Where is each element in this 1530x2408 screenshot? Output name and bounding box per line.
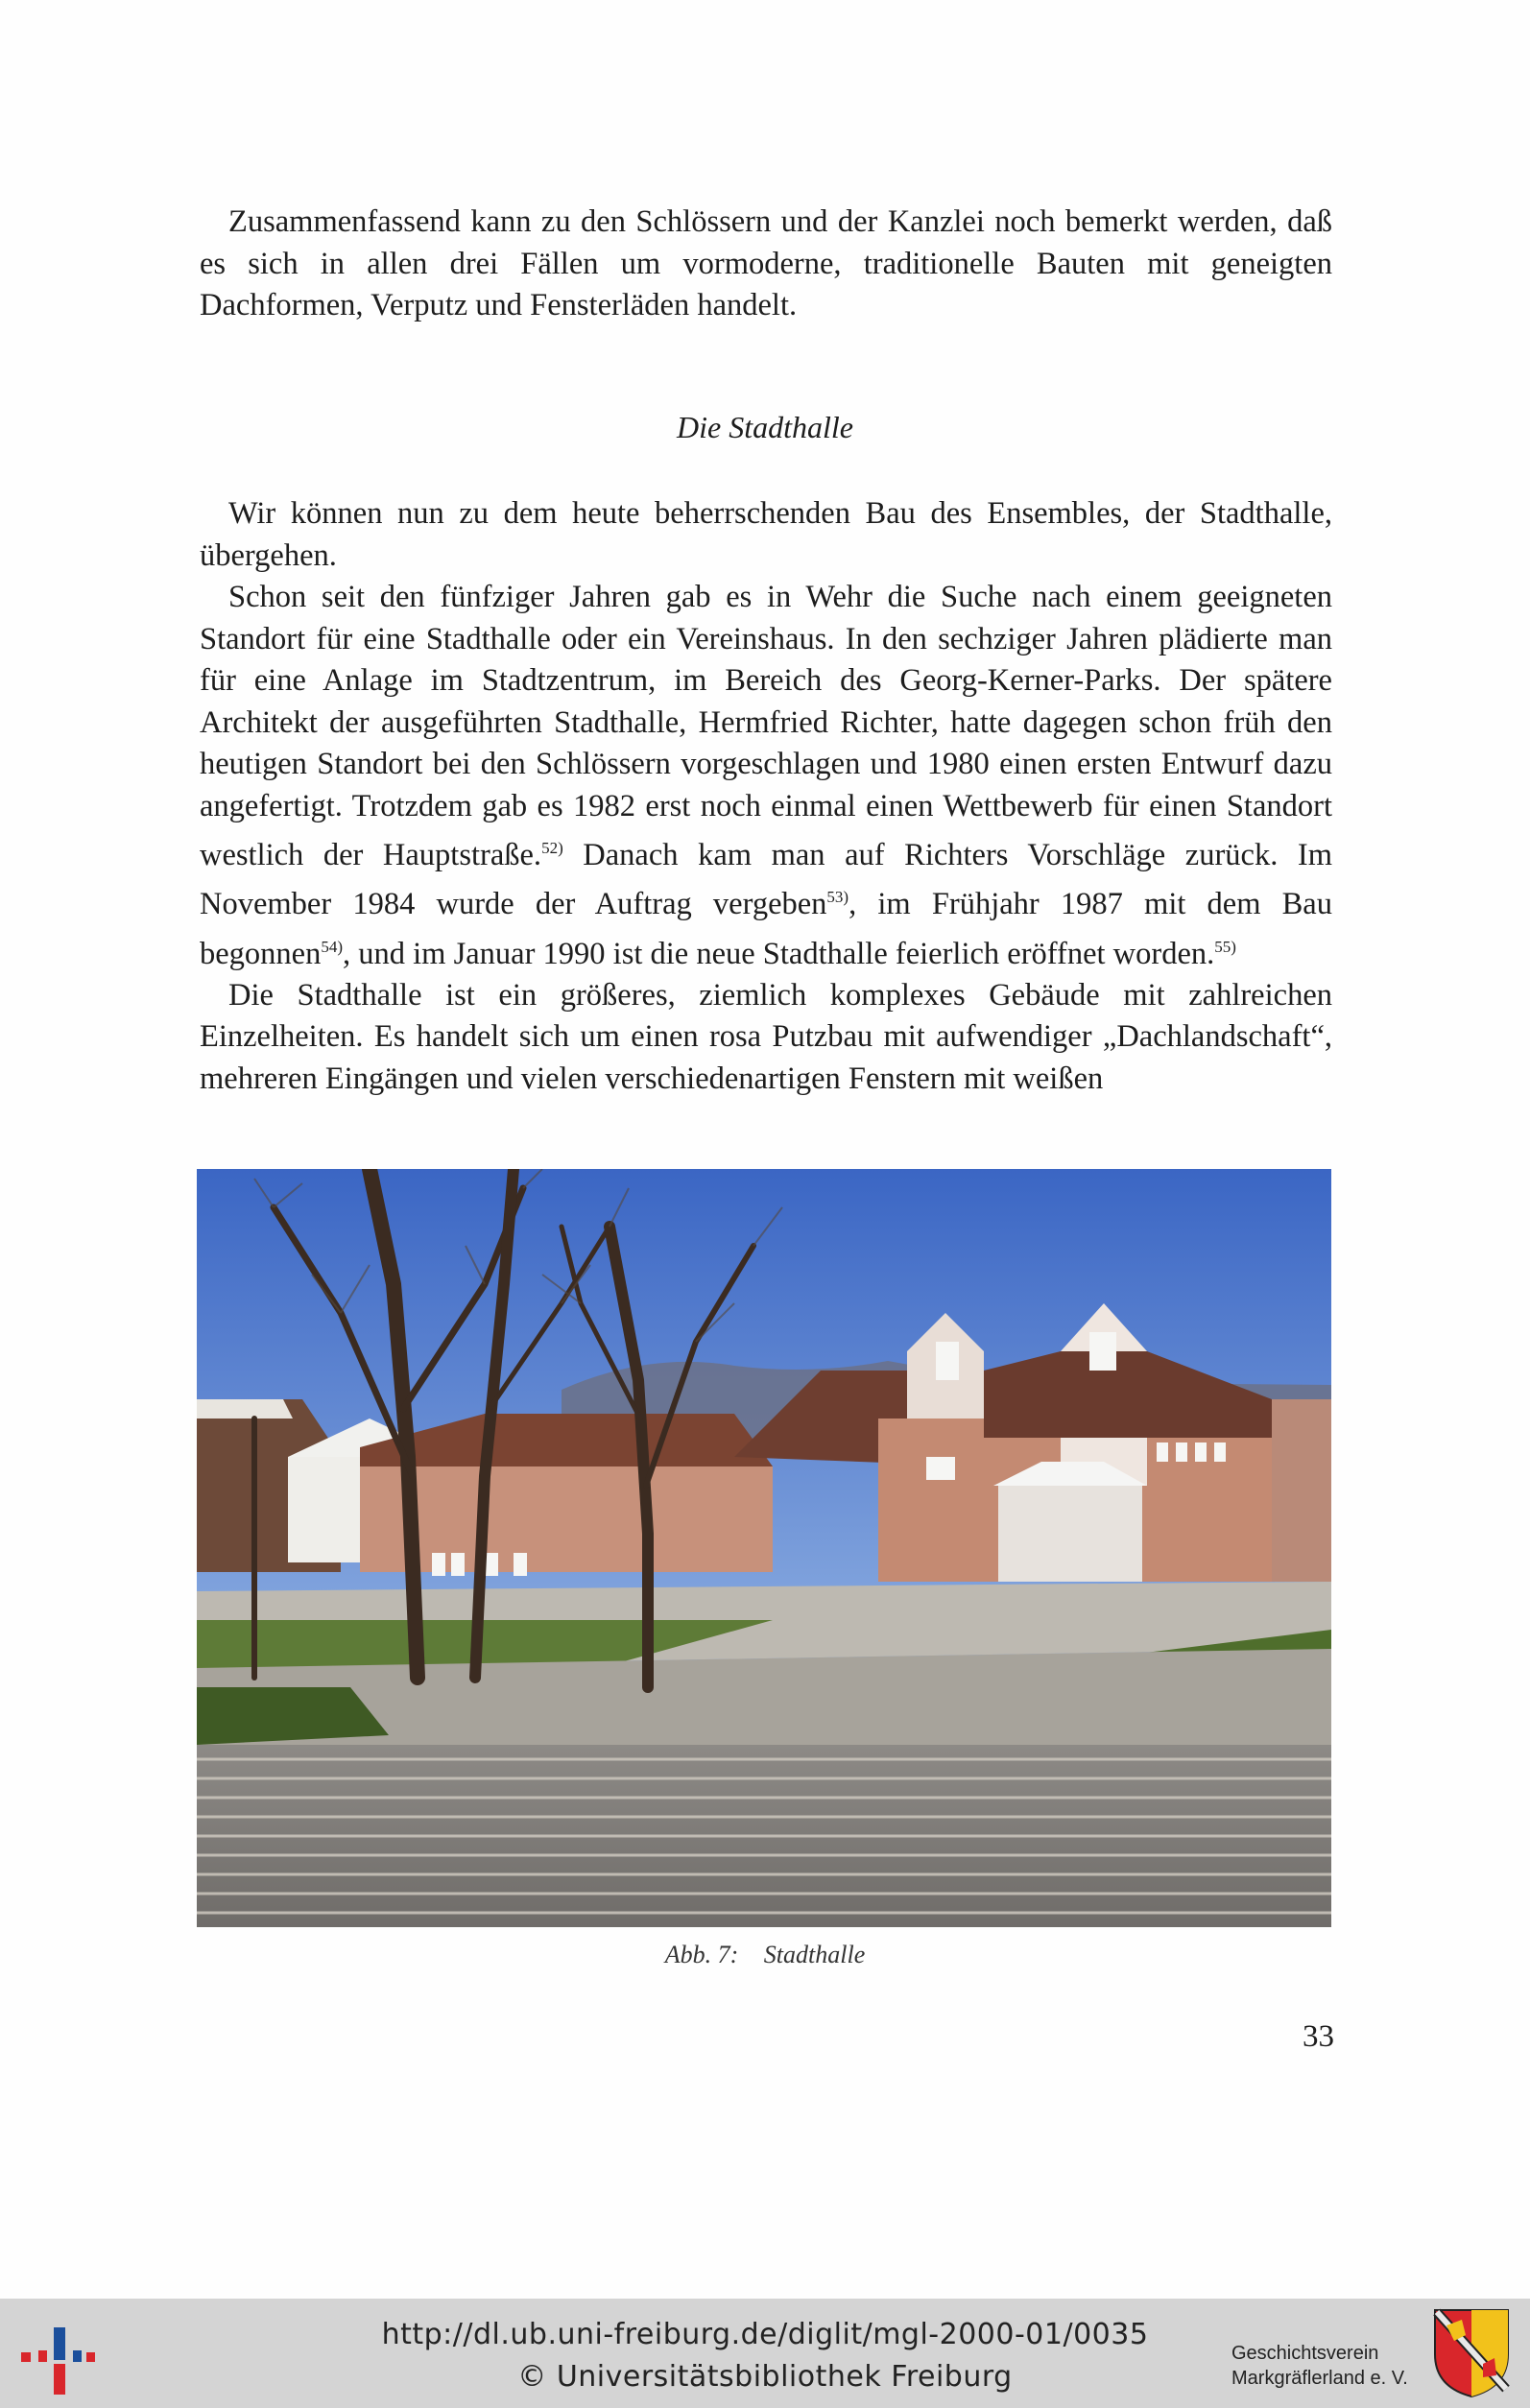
coat-of-arms-icon xyxy=(1433,2306,1510,2398)
association-name xyxy=(1231,2341,1408,2391)
association-line-1: Geschichtsverein xyxy=(1231,2343,1379,2364)
footnote-ref: 54) xyxy=(321,937,344,956)
page-number: 33 xyxy=(1303,2019,1334,2054)
figure-caption xyxy=(0,1941,1530,1969)
history-text-2: Danach kam man auf Richters Vorschläge zurück. Im November 1984 wurde der Auftrag vergeben xyxy=(200,837,1332,922)
section-heading: Die Stadthalle xyxy=(677,410,853,444)
footer-copyright: © Universitätsbibliothek Freiburg xyxy=(517,2360,1013,2394)
body-text-block xyxy=(200,493,1332,1100)
intro-paragraph: Zusammenfassend kann zu den Schlössern und der Kanzlei noch bemerkt werden, daß es sich in allen drei Fällen um vormoderne, traditionelle Bauten mit geneigten Dachformen, Verputz und Fensterläden handelt. xyxy=(200,204,1332,322)
footnote-ref: 53) xyxy=(826,888,849,907)
paragraph-description: Die Stadthalle ist ein größeres, ziemlich komplexes Gebäude mit zahlreichen Einzelheiten. Es handelt sich um einen rosa Putzbau mit aufwendiger „Dachlandschaft“, mehreren Eingängen und vielen verschiedenartigen Fenstern mit weißen xyxy=(200,977,1332,1096)
history-text-3: , im Frühjahr 1987 mit dem Bau begonnen xyxy=(200,887,1332,971)
footnote-ref: 55) xyxy=(1214,937,1236,956)
history-text-1: Schon seit den fünfziger Jahren gab es in Wehr die Suche nach einem geeigneten Standort für eine Stadthalle oder ein Vereinshaus. In den sechziger Jahren plädierte man für eine Anlage im Stadtzentrum, im Bereich des Georg-Kerner-Parks. Der spätere Architekt der ausgeführten Stadthalle, Hermfried Richter, hatte dagegen schon früh den heutigen Standort bei den Schlössern vorgeschlagen und 1980 einen ersten Entwurf dazu angefertigt. Trotzdem gab es 1982 erst noch einmal einen Wettbewerb für einen Standort westlich der Hauptstraße. xyxy=(200,580,1332,872)
stadthalle-photo xyxy=(197,1169,1331,1927)
paragraph-history xyxy=(200,577,1332,975)
figure-title: Stadthalle xyxy=(763,1941,866,1968)
association-line-2: Markgräflerland e. V. xyxy=(1231,2368,1408,2389)
history-text-4: , und im Januar 1990 ist die neue Stadthalle feierlich eröffnet worden. xyxy=(343,936,1215,971)
footnote-ref: 52) xyxy=(541,839,563,857)
intro-paragraph-block xyxy=(200,202,1332,327)
footer-bar xyxy=(0,2299,1530,2408)
footer-url-link[interactable]: http://dl.ub.uni-freiburg.de/diglit/mgl-2000-01/0035 xyxy=(381,2318,1149,2351)
figure-label: Abb. 7: xyxy=(664,1941,739,1968)
paragraph-intro-stadthalle: Wir können nun zu dem heute beherrschenden Bau des Ensembles, der Stadthalle, übergehen. xyxy=(200,496,1332,573)
